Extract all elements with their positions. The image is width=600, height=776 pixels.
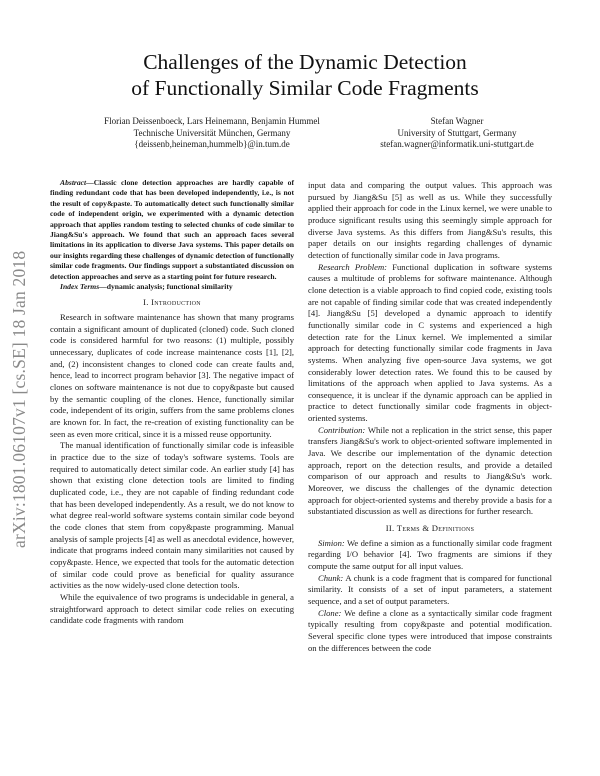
author-affiliation: University of Stuttgart, Germany	[397, 127, 517, 138]
intro-paragraph-4: input data and comparing the output values. This approach was pursued by Jiang&Su [5] as well as us. While they successfully applied their approach for code in the Linux kernel, we were unable to produce significant results using this seemingly simple approach for diverse Java systems. As this differs from Jiang&Su's results, this paper details on our insights regarding challenges of dynamic detection of functionally similar code in Java programs.	[308, 180, 552, 260]
title-line-1: Challenges of the Dynamic Detection	[143, 50, 467, 74]
paper-title	[60, 49, 550, 101]
research-problem-paragraph	[308, 262, 552, 425]
definition-simion	[308, 538, 552, 573]
chunk-label: Chunk:	[318, 572, 344, 583]
right-column	[308, 180, 552, 654]
index-terms-text: —dynamic analysis; functional similarity	[99, 282, 233, 292]
simion-text: We define a simion as a functionally similar code fragment regarding I/O behavior [4]. Two fragments are simions if they compute the same output for all input values.	[308, 537, 552, 571]
contribution-text: While not a replication in the strict sense, this paper transfers Jiang&Su's work to object-oriented software implemented in Java. We describe our implementation of the dynamic detection approach, report on the detection results, and provide a detailed comparison of our approach and results to Jiang&Su's work. Moreover, we discuss the challenges of the dynamic detection approach for object-oriented systems and thereby provide a basis for a substantiated discussion as well as directions for further research.	[308, 424, 552, 517]
contribution-paragraph	[308, 425, 552, 518]
author-names: Florian Deissenboeck, Lars Heinemann, Benjamin Hummel	[104, 116, 320, 126]
author-affiliation: Technische Universität München, Germany	[133, 127, 291, 138]
title-line-2: of Functionally Similar Code Fragments	[131, 76, 479, 100]
research-problem-label: Research Problem:	[318, 261, 388, 272]
research-problem-text: Functional duplication in software systems causes a multitude of problems for software maintenance. Although clone detection is a viable approach to find copied code, existing tools are not capable of finding similar code that was created independently [4]. Jiang&Su [5] developed a dynamic approach to identify functionally similar code in C systems and experienced a high detection rate for the Linux kernel. We implemented a similar approach for detecting functionally similar code fragments in Java systems. When analyzing five open-source Java systems, we got considerably lower detection rates. We found this to be caused by limitations of the approach when applied to Java systems. As a consequence, it is unclear if the dynamic approach can be applied in practice to detect functionally similar code fragments in object-oriented systems.	[308, 261, 552, 424]
intro-paragraph-3: While the equivalence of two programs is undecidable in general, a straightforward approach to detect similar code relies on executing candidate code fragments with random	[50, 591, 294, 626]
author-names: Stefan Wagner	[430, 116, 484, 126]
abstract	[50, 178, 294, 292]
abstract-label: Abstract	[60, 178, 87, 187]
author-email: stefan.wagner@informatik.uni-stuttgart.de	[380, 139, 534, 150]
section-heading-introduction: I. Introduction	[143, 297, 201, 308]
left-column	[50, 178, 294, 627]
author-block-left	[62, 116, 362, 151]
index-terms-label: Index Terms	[60, 282, 100, 292]
contribution-label: Contribution:	[318, 424, 366, 435]
section-heading-terms: II. Terms & Definitions	[385, 523, 475, 534]
definition-clone	[308, 608, 552, 655]
clone-text: We define a clone as a syntactically similar code fragment typically resulting from copy&paste and potential modification. Several specific clone types were introduced that impose constraints on the differences between the code	[308, 607, 552, 653]
clone-label: Clone:	[318, 607, 342, 618]
chunk-text: A chunk is a code fragment that is compared for functional similarity. It consists of a set of input parameters, a statement sequence, and a set of output parameters.	[308, 572, 552, 606]
intro-paragraph-1: Research in software maintenance has shown that many programs contain a significant amount of duplicated (cloned) code. Such cloned code is considered harmful for two reasons: (1) multiple, possibly unnecessary, duplicates of code increase maintenance costs [1], [2], and, (2) inconsistent changes to cloned code can create faults and, hence, lead to incorrect program behavior [3]. The negative impact of clones on software maintenance is not due to copy&paste but caused by the semantic coupling of the clones. Hence, functionally similar code, independent of its origin, suffers from the same problems clones are known for. In fact, the re-creation of existing functionality can be seen as even more critical, since it is a missed reuse opportunity.	[50, 312, 294, 439]
intro-paragraph-2: The manual identification of functionally similar code is infeasible in practice due to the size of today's software systems. Tools are required to automatically detect similar code. An earlier study [4] has shown that existing clone detection tools are limited to finding duplicated code, i.e., they are not capable of finding redundant code that has been developed independently. As a result, we do not know to what degree real-world software systems contain similar code beyond the code clones that stem from copy&paste programming. Manual analysis of sample projects [4] as well as anecdotal evidence, however, indicate that programs indeed contain many similarities not caused by copy&paste. Hence, we expected that tools for the automatic detection of similar code could prove as beneficial for quality assurance activities as the now widely-used clone detection tools.	[50, 440, 295, 591]
arxiv-stamp: arXiv:1801.06107v1 [cs.SE] 18 Jan 2018	[9, 250, 29, 548]
definition-chunk	[308, 573, 552, 608]
simion-label: Simion:	[318, 537, 345, 548]
abstract-text: —Classic clone detection approaches are hardly capable of finding redundant code that has been developed independently, i.e., is not the result of copy&paste. To automatically detect such functionally similar code of independent origin, we experimented with a dynamic detection approach that applies random testing to selected chunks of code similar to Jiang&Su's approach. We found that such an approach faces several limitations in its application to diverse Java systems. This paper details on our insights regarding these challenges of dynamic detection of functionally similar code fragments. Our findings support a substantiated discussion on detection approaches and serve as a starting point for future research.	[50, 178, 294, 281]
author-email: {deissenb,heineman,hummelb}@in.tum.de	[134, 139, 290, 150]
author-block-right	[368, 116, 546, 151]
